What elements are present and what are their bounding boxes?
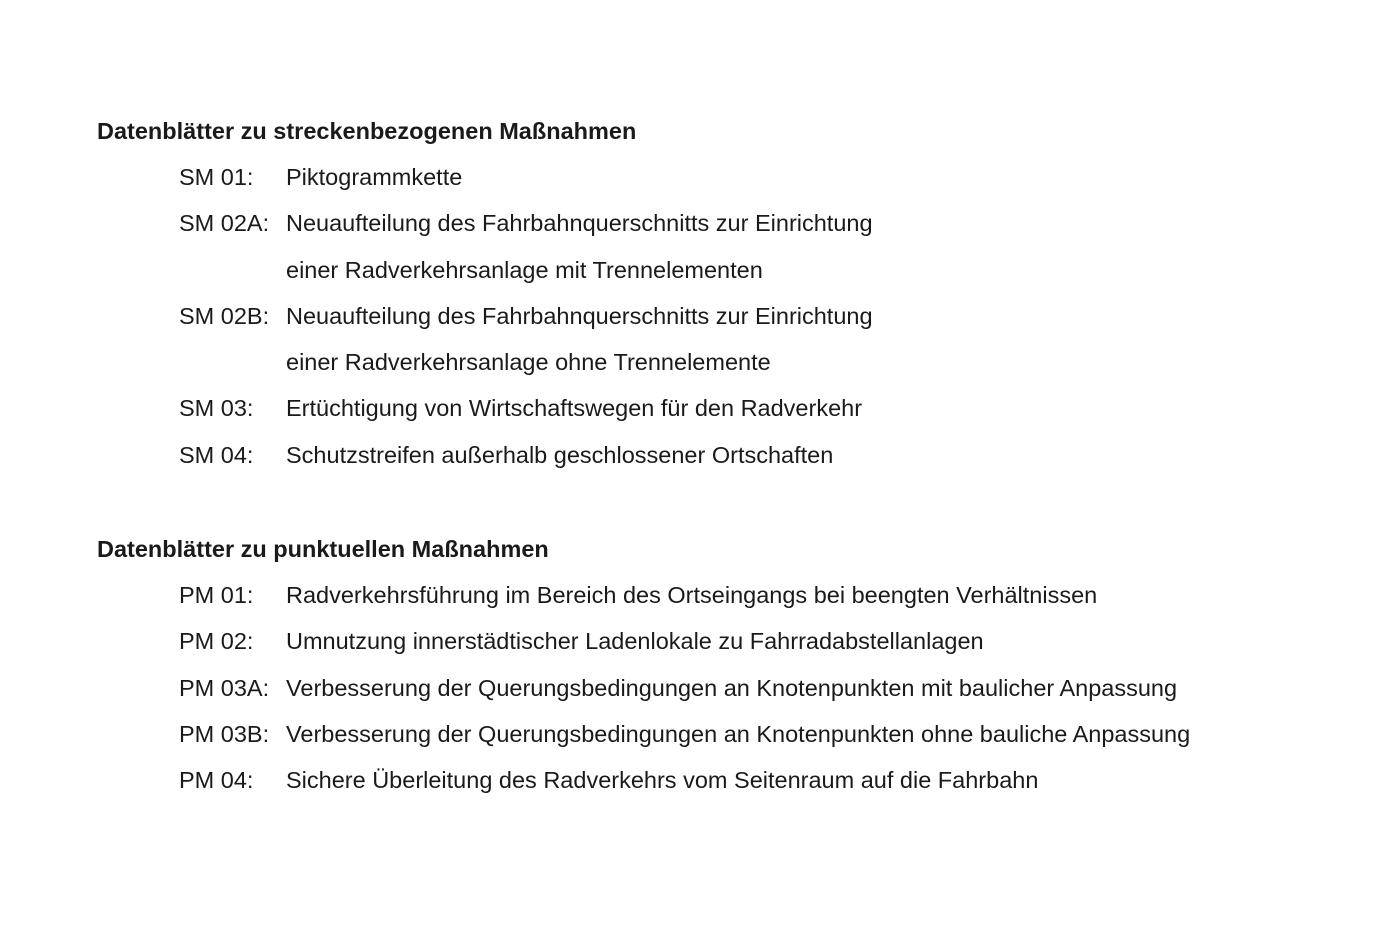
entry-code: PM 01: [179,582,254,608]
section-heading: Datenblätter zu punktuellen Maßnahmen [97,536,549,562]
list-item [179,300,1357,378]
entry-title [286,300,1357,378]
entry-title [286,161,1357,193]
section-punktuelle-massnahmen [97,533,1357,810]
list-item [179,207,1357,285]
entry-title [286,392,1357,424]
entry-title-line: Umnutzung innerstädtischer Ladenlokale zu Fahrradabstellanlagen [286,628,984,655]
list-item [179,439,1357,471]
entry-code: PM 04: [179,767,254,794]
section-heading: Datenblätter zu streckenbezogenen Maßnahmen [97,118,637,144]
entry-title-line: Schutzstreifen außerhalb geschlossener Ortschaften [286,441,834,468]
entry-code: SM 02B: [179,302,270,329]
entry-title [286,625,1357,657]
entry-title [286,672,1357,704]
entry-title-line: Verbesserung der Querungsbedingungen an Knotenpunkten mit baulicher Anpassung [286,674,1178,701]
entry-list [97,161,1357,471]
section-streckenbezogene-massnahmen [97,115,1357,485]
entry-code: SM 02A: [179,210,270,237]
list-item [179,718,1357,750]
entry-title [286,579,1357,611]
list-item [179,625,1357,657]
entry-code: PM 03B: [179,720,270,747]
entry-title-line: Verbesserung der Querungsbedingungen an Knotenpunkten ohne bauliche Anpassung [286,720,1191,747]
list-item [179,764,1357,796]
entry-title [286,764,1357,796]
entry-code: SM 04: [179,441,254,468]
entry-title-line: einer Radverkehrsanlage mit Trennelementen [286,256,763,283]
entry-title-line: Sichere Überleitung des Radverkehrs vom Seitenraum auf die Fahrbahn [286,767,1039,794]
entry-title-line: Ertüchtigung von Wirtschaftswegen für den Radverkehr [286,395,863,422]
entry-title-line: Radverkehrsführung im Bereich des Ortseingangs bei beengten Verhältnissen [286,582,1098,608]
entry-title-line: Neuaufteilung des Fahrbahnquerschnitts zur Einrichtung [286,210,873,237]
entry-title-line: Neuaufteilung des Fahrbahnquerschnitts zur Einrichtung [286,302,873,329]
entry-list [97,579,1357,796]
list-item [179,672,1357,704]
entry-code: PM 03A: [179,674,270,701]
entry-title-line: Piktogrammkette [286,164,463,190]
entry-title [286,439,1357,471]
list-item [179,579,1357,611]
list-item [179,392,1357,424]
entry-code: SM 03: [179,395,254,422]
entry-title-line: einer Radverkehrsanlage ohne Trennelemente [286,349,771,376]
entry-code: PM 02: [179,628,254,655]
entry-title [286,718,1357,750]
entry-code: SM 01: [179,164,254,190]
list-item [179,161,1357,193]
entry-title [286,207,1357,285]
